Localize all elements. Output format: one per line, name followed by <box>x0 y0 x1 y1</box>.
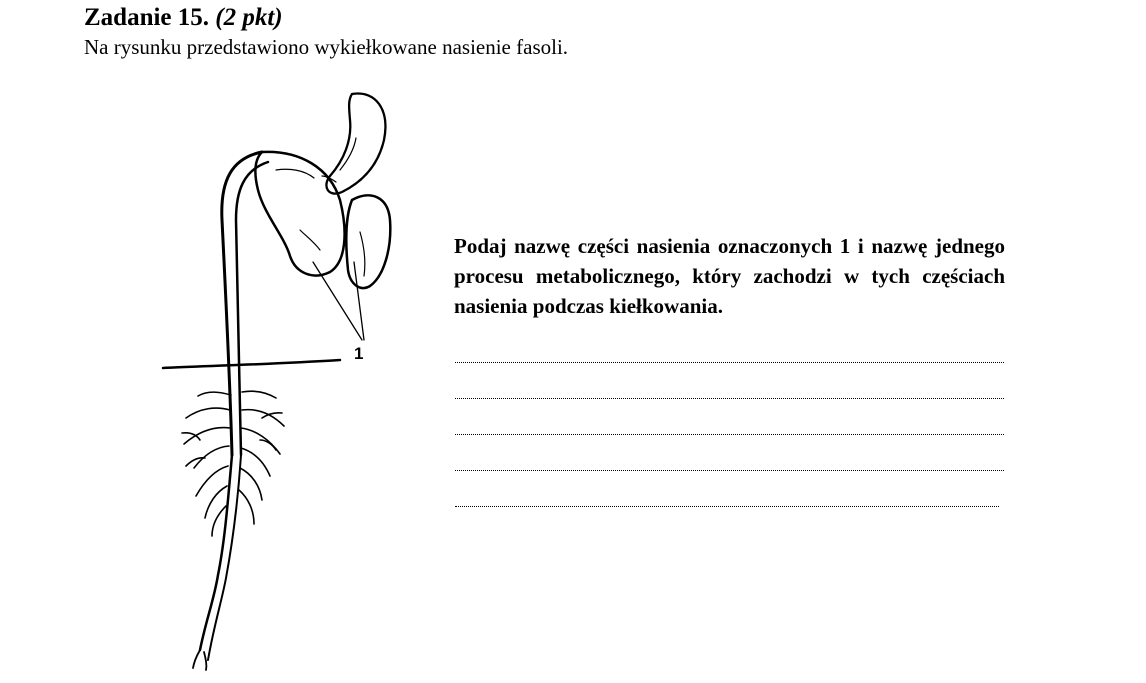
answer-line[interactable] <box>455 470 1004 471</box>
bean-seedling-illustration <box>150 85 410 675</box>
question-text: Podaj nazwę części nasienia oznaczonych 1 i nazwę jednego procesu metabolicznego, który zachodzi w tych częściach nasienia podczas kiełkowania. <box>454 234 1005 318</box>
answer-line[interactable] <box>455 434 1004 435</box>
task-points: (2 pkt) <box>215 4 283 31</box>
answer-line[interactable] <box>455 362 1004 363</box>
task-title <box>84 3 283 33</box>
answer-line[interactable] <box>455 506 999 507</box>
lateral-roots-left <box>182 392 231 536</box>
pointer-lines <box>313 262 364 340</box>
answer-line[interactable] <box>455 398 1004 399</box>
figure-label-1: 1 <box>354 344 364 363</box>
task-number: Zadanie 15. <box>84 4 210 31</box>
soil-line <box>163 360 340 368</box>
task-intro: Na rysunku przedstawiono wykiełkowane nasienie fasoli. <box>84 35 569 59</box>
lateral-roots-right <box>239 391 284 524</box>
cotyledon-right <box>346 195 390 288</box>
young-leaves <box>326 93 385 193</box>
